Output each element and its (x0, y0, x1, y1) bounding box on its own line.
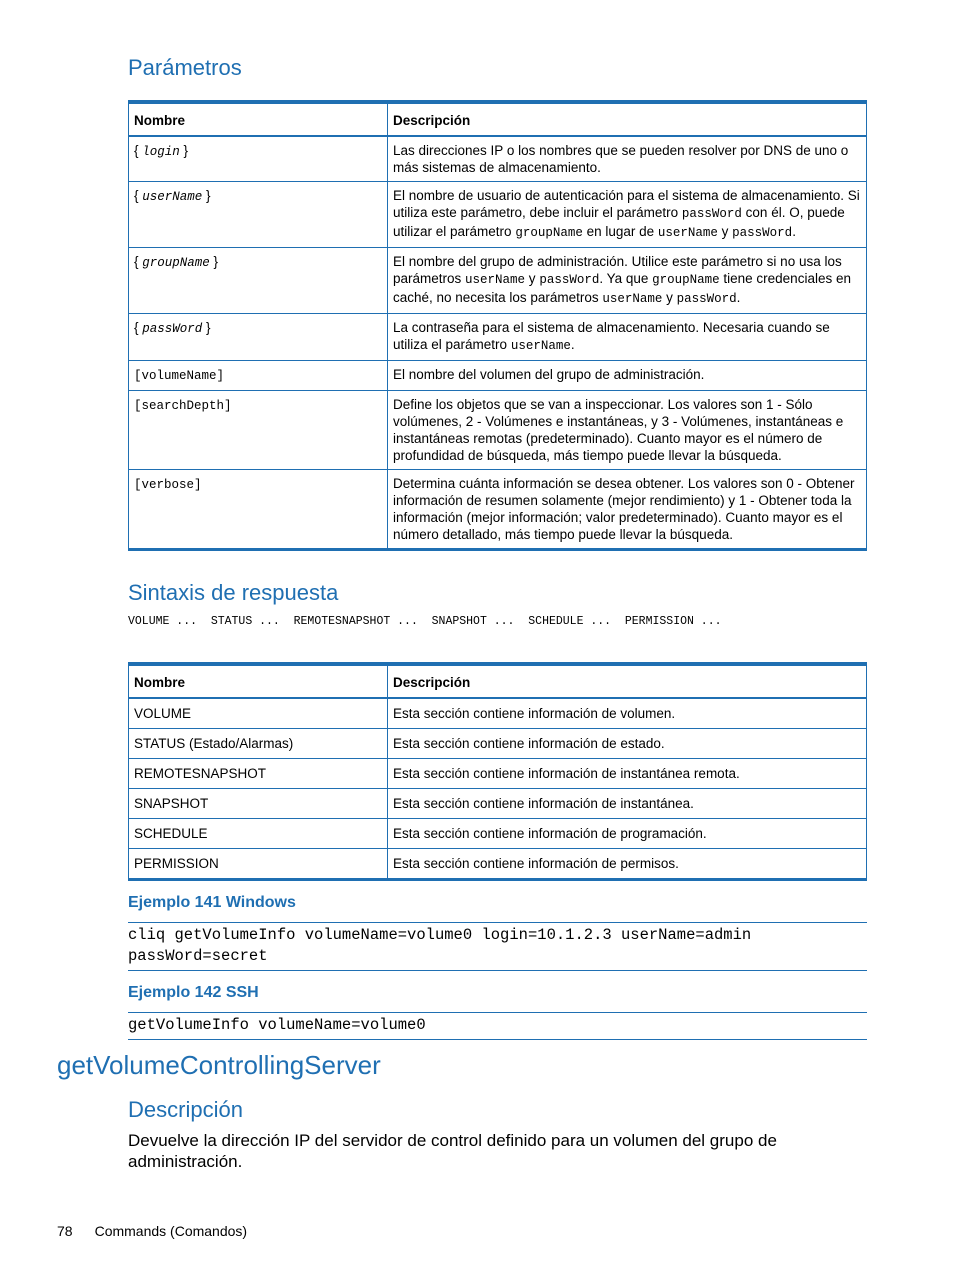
section-name: SCHEDULE (129, 819, 388, 849)
description-text: tiene credenciales en caché, no necesita los parámetros (393, 271, 851, 305)
inline-code: passWord (681, 207, 742, 221)
col-desc-header: Descripción (388, 102, 867, 136)
param-name (129, 314, 388, 361)
table-row (129, 729, 867, 759)
inline-code: userName (465, 273, 526, 287)
params-heading: Parámetros (128, 55, 242, 80)
section-description: Esta sección contiene información de volumen. (388, 698, 867, 729)
param-name (129, 182, 388, 248)
inline-code: passWord (539, 273, 600, 287)
section-name: REMOTESNAPSHOT (129, 759, 388, 789)
description-text: . (736, 290, 741, 305)
description-text: . (792, 224, 796, 239)
section-description: Esta sección contiene información de instantánea. (388, 789, 867, 819)
section-description: Esta sección contiene información de estado. (388, 729, 867, 759)
section-description: Esta sección contiene información de permisos. (388, 849, 867, 880)
param-description (388, 314, 867, 361)
example-code: cliq getVolumeInfo volumeName=volume0 login=10.1.2.3 userName=admin passWord=secret (128, 922, 867, 971)
table-row (129, 819, 867, 849)
description-text: en lugar de (582, 224, 658, 239)
example-code: getVolumeInfo volumeName=volume0 (128, 1012, 867, 1040)
param-code: passWord (142, 322, 203, 336)
table-row (129, 182, 867, 248)
param-name (129, 361, 388, 391)
inline-code: passWord (732, 226, 793, 240)
param-description (388, 182, 867, 248)
col-name-header: Nombre (129, 664, 388, 698)
inline-code: userName (510, 339, 571, 353)
brace-close: } (209, 254, 219, 269)
response-syntax: VOLUME ... STATUS ... REMOTESNAPSHOT ... SNAPSHOT ... SCHEDULE ... PERMISSION ... (128, 615, 722, 628)
table-row (129, 361, 867, 391)
description-text: y (662, 290, 677, 305)
inline-code: groupName (515, 226, 583, 240)
page-number: 78 (57, 1223, 73, 1239)
inline-code: userName (602, 292, 663, 306)
description-text: Devuelve la dirección IP del servidor de control definido para un volumen del grupo de administración. (128, 1131, 777, 1171)
description-text: . Ya que (599, 271, 653, 286)
description-text: El nombre de usuario de autenticación para el sistema de almacenamiento. Si utiliza este parámetro, debe incluir el parámetro (393, 188, 860, 220)
page-footer (57, 1223, 269, 1239)
brace-open: { (134, 143, 143, 158)
param-description: El nombre del volumen del grupo de administración. (388, 361, 867, 391)
table-row (129, 248, 867, 314)
table-row (129, 789, 867, 819)
param-description (388, 248, 867, 314)
param-name (129, 136, 388, 182)
col-name-header: Nombre (129, 102, 388, 136)
section-name: VOLUME (129, 698, 388, 729)
param-code: [volumeName] (134, 369, 225, 383)
description-heading: Descripción (128, 1097, 243, 1122)
response-heading: Sintaxis de respuesta (128, 580, 339, 605)
inline-code: userName (657, 226, 718, 240)
param-description: Determina cuánta información se desea obtener. Los valores son 0 - Obtener información de resumen solamente (mejor rendimiento) y 1 - Obtener toda la información (mejor información; valor predeterminado). Cuanto mayor es el número detallado, más tiempo puede llevar la búsqueda. (388, 470, 867, 550)
section-description: Esta sección contiene información de instantánea remota. (388, 759, 867, 789)
section-title: getVolumeControllingServer (57, 1050, 381, 1080)
section-name: SNAPSHOT (129, 789, 388, 819)
example-title: Ejemplo 141 Windows (128, 894, 296, 911)
table-row (129, 849, 867, 880)
param-code: userName (142, 190, 203, 204)
description-text: El nombre del grupo de administración. Utilice este parámetro si no usa los parámetros (393, 254, 842, 286)
inline-code: groupName (652, 273, 720, 287)
param-code: login (142, 145, 180, 159)
params-table (128, 100, 867, 551)
description-text: . (570, 337, 575, 352)
param-name (129, 470, 388, 550)
param-description: Define los objetos que se van a inspeccionar. Los valores son 1 - Sólo volúmenes, 2 - Volúmenes e instantáneas, y 3 - Volúmenes, instantáneas e instantáneas remotas (predeterminado). Cuanto mayor es el número de profundidad de búsqueda, más tiempo puede llevar la búsqueda. (388, 391, 867, 470)
section-description: Esta sección contiene información de programación. (388, 819, 867, 849)
param-description: Las direcciones IP o los nombres que se pueden resolver por DNS de uno o más sistemas de almacenamiento. (388, 136, 867, 182)
col-desc-header: Descripción (388, 664, 867, 698)
inline-code: passWord (676, 292, 737, 306)
brace-close: } (202, 188, 211, 203)
brace-open: { (134, 320, 143, 335)
response-table (128, 662, 867, 881)
brace-open: { (134, 188, 143, 203)
brace-open: { (134, 254, 143, 269)
brace-close: } (179, 143, 189, 158)
param-code: groupName (142, 256, 210, 270)
param-name (129, 391, 388, 470)
section-name: STATUS (Estado/Alarmas) (129, 729, 388, 759)
brace-close: } (202, 320, 211, 335)
table-row (129, 314, 867, 361)
table-row (129, 391, 867, 470)
description-text: y (717, 224, 733, 239)
param-code: [verbose] (134, 478, 202, 492)
table-row (129, 136, 867, 182)
description-text: La contraseña para el sistema de almacenamiento. Necesaria cuando se utiliza el parámetro (393, 320, 830, 352)
table-row (129, 698, 867, 729)
description-text: y (525, 271, 540, 286)
section-name: PERMISSION (129, 849, 388, 880)
param-code: [searchDepth] (134, 399, 232, 413)
param-name (129, 248, 388, 314)
table-row (129, 470, 867, 550)
example-title: Ejemplo 142 SSH (128, 984, 259, 1001)
table-row (129, 759, 867, 789)
chapter-name: Commands (Comandos) (94, 1223, 248, 1239)
description-text: con él. O, puede utilizar el parámetro (393, 205, 845, 239)
